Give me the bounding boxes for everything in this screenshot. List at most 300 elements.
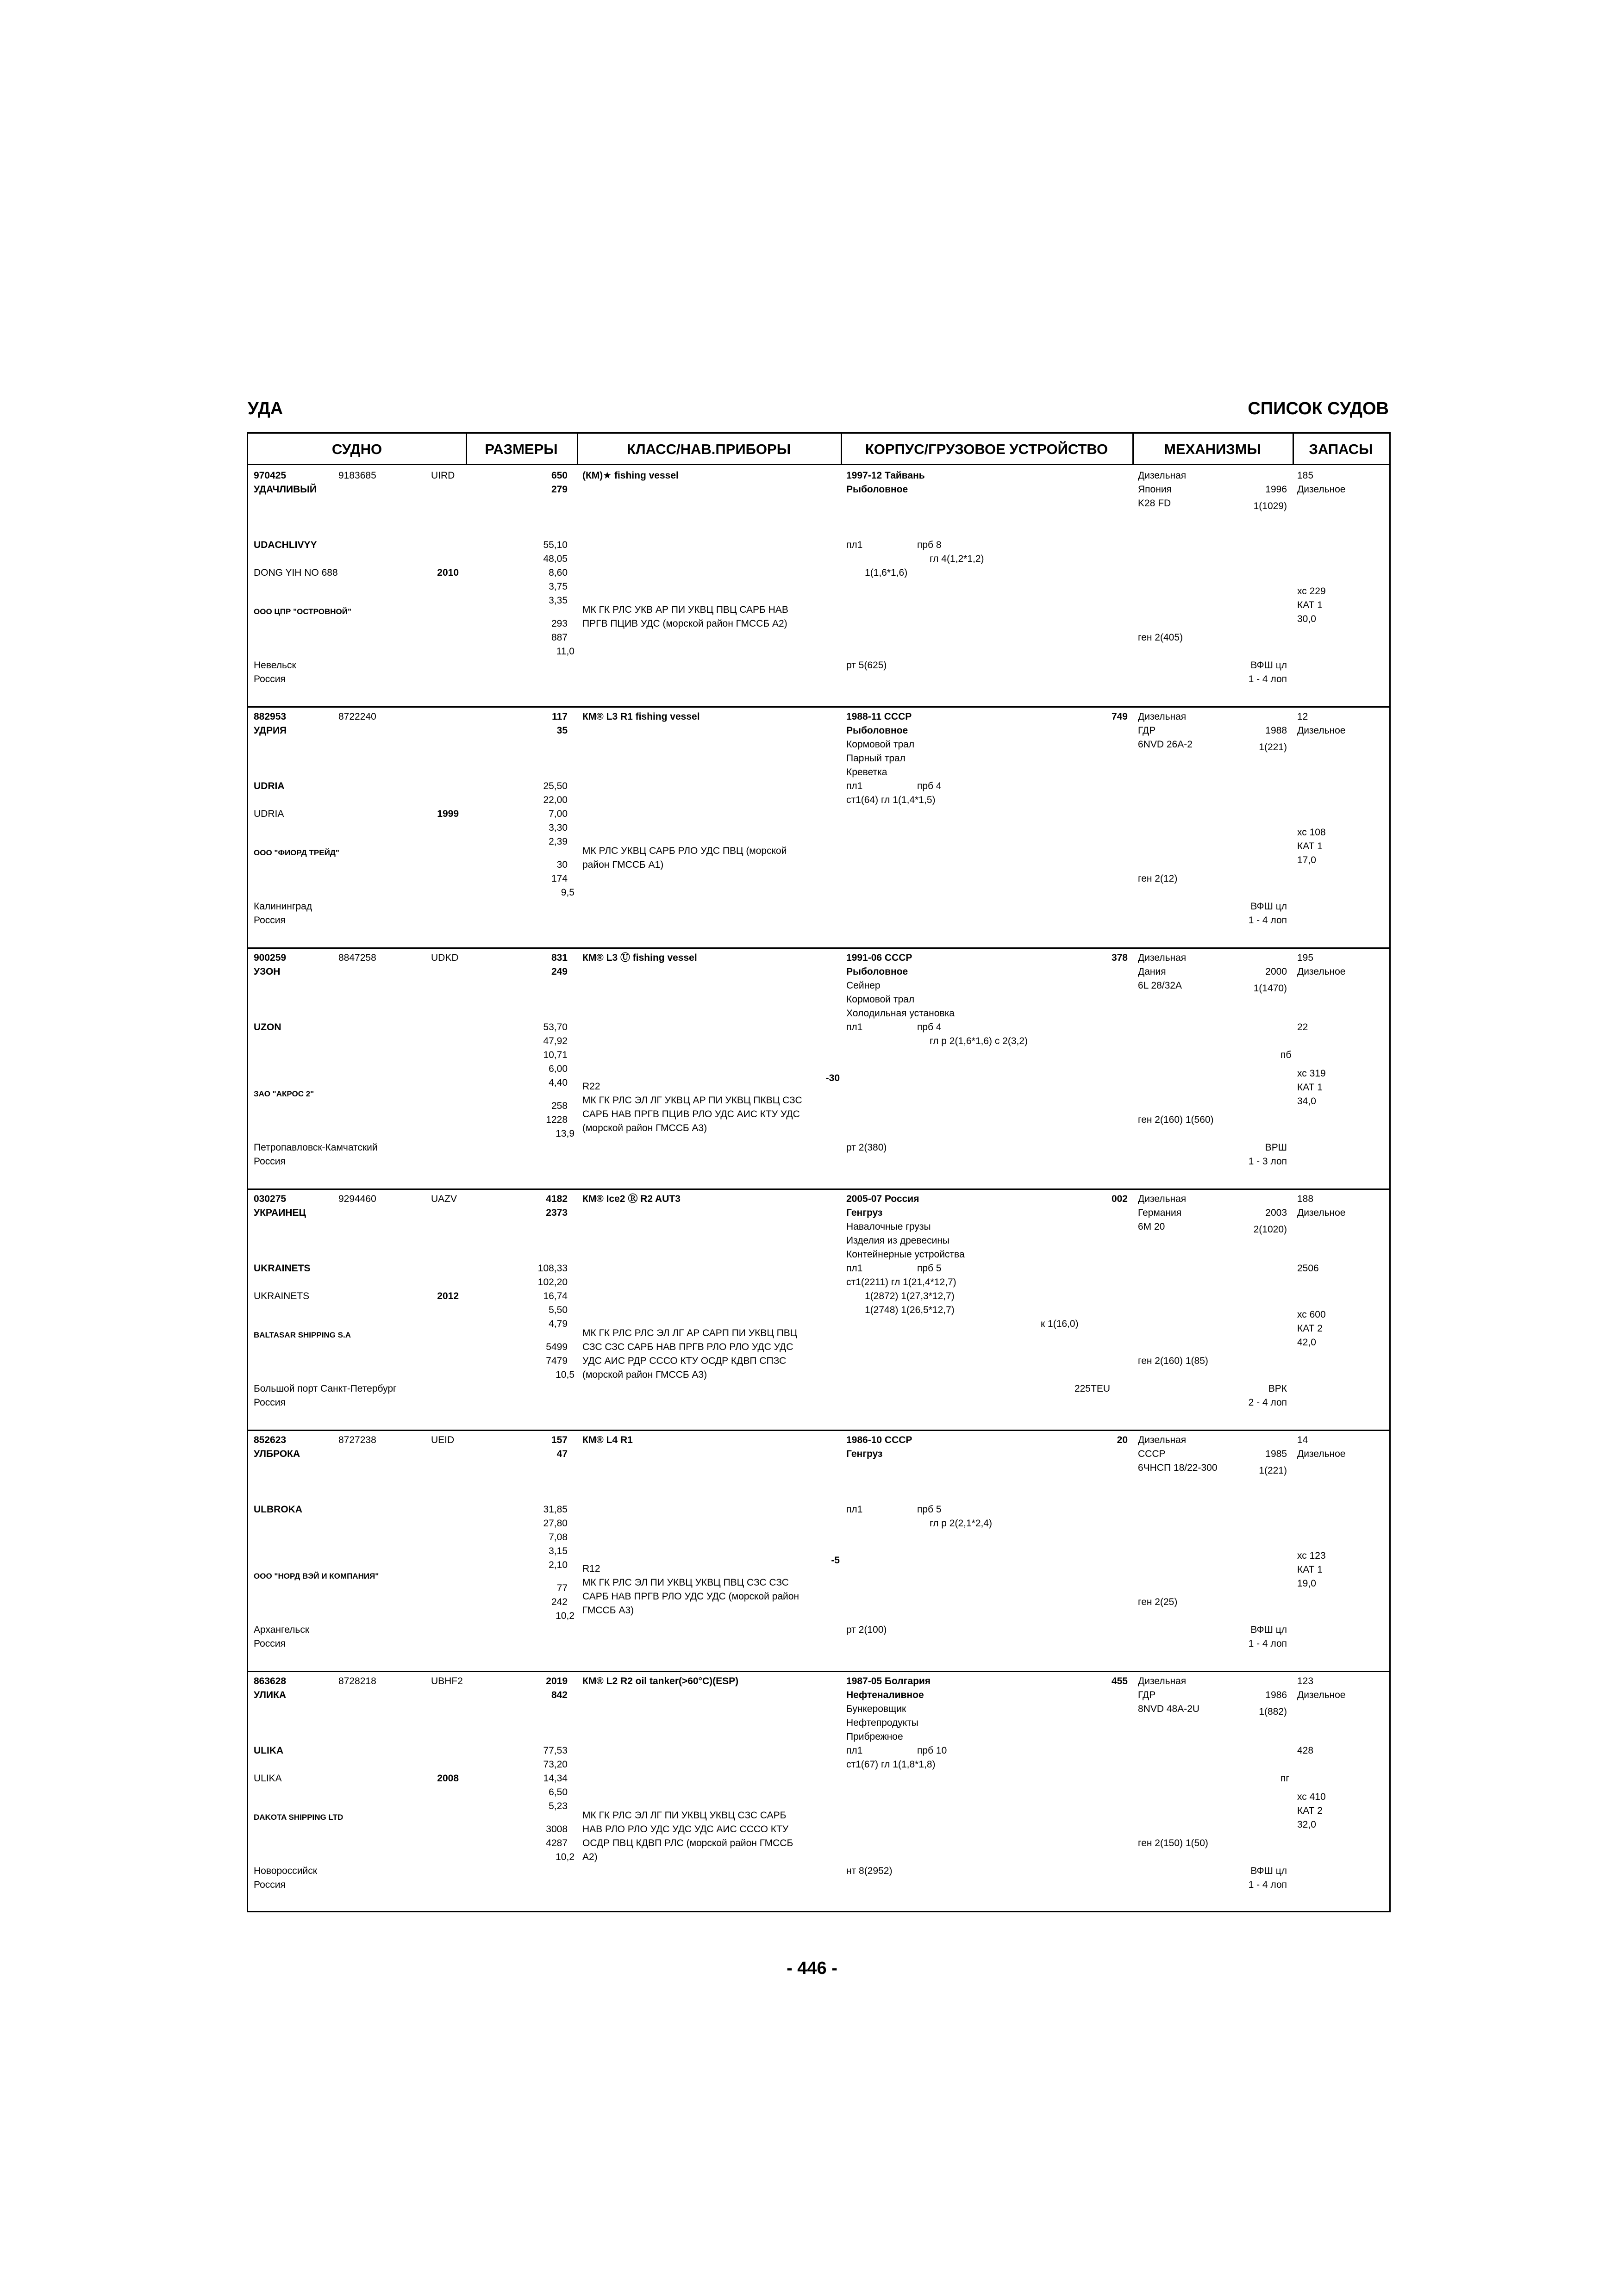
dimension-depth: 6,00	[549, 1064, 568, 1074]
column-divider	[1132, 434, 1134, 465]
vessel-type: Холодильная установка	[846, 1008, 955, 1019]
engine-model: K28 FD	[1138, 498, 1171, 509]
gross-tonnage: 831	[551, 952, 568, 963]
class-extra: R12	[582, 1563, 600, 1574]
dimension-draft: 3,35	[549, 595, 568, 606]
engine-type: Дизельная	[1138, 1435, 1187, 1445]
deadweight: 293	[551, 618, 568, 629]
registry-number: 863628	[254, 1676, 287, 1686]
vessel-latin-name: UDACHLIVYY	[254, 540, 317, 550]
cargo-gear: 1(1,6*1,6)	[865, 567, 908, 578]
nav-equipment-line: ПРГВ ПЦИВ УДС (морской район ГМССБ А2)	[582, 618, 787, 629]
engine-year: 1988	[1265, 725, 1287, 736]
cargo-gear: ст1(2211) гл 1(21,4*12,7)	[846, 1277, 956, 1288]
displacement: 4287	[546, 1838, 568, 1848]
cargo-gear: 1(2748) 1(26,5*12,7)	[865, 1305, 955, 1315]
record-separator	[248, 1188, 1389, 1190]
column-header-dimensions: РАЗМЕРЫ	[466, 434, 577, 465]
home-port: Петропавловск-Камчатский	[254, 1142, 378, 1153]
column-divider	[1293, 434, 1294, 465]
bulkheads: прб 10	[917, 1745, 947, 1756]
speed: 10,2	[556, 1852, 575, 1862]
stores-line: КАТ 2	[1297, 1805, 1323, 1816]
vessel-type: Рыболовное	[846, 725, 908, 736]
speed: 10,5	[556, 1369, 575, 1380]
nav-equipment-line: ОСДР ПВЦ КДВП РЛС (морской район ГМССБ	[582, 1838, 793, 1848]
hull-build: 1991-06 СССР	[846, 952, 912, 963]
stores-note: пб	[1280, 1050, 1292, 1060]
nav-equipment-line: ГМССБ А3)	[582, 1605, 634, 1616]
country: Россия	[254, 915, 286, 926]
gross-tonnage: 157	[551, 1435, 568, 1445]
nav-equipment-line: САРБ НАВ ПРГВ РЛО УДС УДС (морской район	[582, 1591, 799, 1602]
record-separator	[248, 1671, 1389, 1672]
class-notation: КМ® Ice2 Ⓡ R2 AUT3	[582, 1194, 681, 1204]
stores-line: 19,0	[1297, 1578, 1316, 1589]
engine-year: 1985	[1265, 1449, 1287, 1459]
speed: 10,2	[556, 1611, 575, 1621]
engine-year: 2003	[1265, 1207, 1287, 1218]
vessel-type: Нефтеналивное	[846, 1690, 924, 1700]
nav-equipment-line: район ГМССБ А1)	[582, 859, 664, 870]
home-port: Калининград	[254, 901, 312, 912]
displacement: 242	[551, 1597, 568, 1607]
bulkheads: прб 8	[917, 540, 942, 550]
stores-value: 14	[1297, 1435, 1308, 1445]
stores-line: КАТ 2	[1297, 1323, 1323, 1334]
cargo-gear: гл 4(1,2*1,2)	[930, 554, 984, 564]
fuel-type: Дизельное	[1297, 966, 1346, 977]
dimension-lbp: 27,80	[543, 1518, 568, 1529]
dimension-breadth: 14,34	[543, 1773, 568, 1784]
home-port: Новороссийск	[254, 1866, 317, 1876]
vessel-type: Кормовой трал	[846, 994, 915, 1005]
displacement: 887	[551, 632, 568, 643]
country: Россия	[254, 1638, 286, 1649]
registry-number: 852623	[254, 1435, 287, 1445]
dimension-lbp: 22,00	[543, 795, 568, 805]
cargo-gear: 1(2872) 1(27,3*12,7)	[865, 1291, 955, 1301]
dimension-loa: 25,50	[543, 781, 568, 791]
dimension-draft: 4,79	[549, 1319, 568, 1329]
owner: BALTASAR SHIPPING S.A	[254, 1331, 351, 1339]
stores-line: КАТ 1	[1297, 841, 1323, 852]
column-header-class: КЛАСС/НАВ.ПРИБОРЫ	[577, 434, 841, 465]
engine-power: 1(1470)	[1253, 983, 1287, 994]
imo-number: 9183685	[338, 470, 376, 481]
nav-equipment-line: САРБ НАВ ПРГВ ПЦИВ РЛО УДС АИС КТУ УДС	[582, 1109, 800, 1120]
dimension-breadth: 7,08	[549, 1532, 568, 1543]
fuel-type: Дизельное	[1297, 1690, 1346, 1700]
speed: 9,5	[561, 887, 575, 898]
propeller-blades: 1 - 4 лоп	[1248, 674, 1287, 684]
gross-tonnage: 117	[552, 711, 568, 722]
cargo-gear: гл р 2(2,1*2,4)	[930, 1518, 993, 1529]
stores-line: 32,0	[1297, 1819, 1316, 1830]
stores-line: хс 410	[1297, 1792, 1326, 1802]
stores-note: пг	[1280, 1773, 1290, 1784]
engine-country: ГДР	[1138, 1690, 1156, 1700]
call-sign: UDKD	[431, 952, 459, 963]
vessel-type: Генгруз	[846, 1449, 883, 1459]
net-tonnage: 35	[556, 725, 568, 736]
hull-yard-number: 20	[1117, 1435, 1128, 1445]
hull-build: 1987-05 Болгария	[846, 1676, 931, 1686]
stores-line: хс 123	[1297, 1550, 1326, 1561]
imo-number: 8722240	[338, 711, 376, 722]
nav-equipment-line: МК ГК РЛС УКВ АР ПИ УКВЦ ПВЦ САРБ НАВ	[582, 604, 788, 615]
vessel-type: Прибрежное	[846, 1731, 903, 1742]
generators: ген 2(25)	[1138, 1597, 1178, 1607]
dimension-lbp: 48,05	[543, 554, 568, 564]
vessel-name: УЛИКА	[254, 1690, 287, 1700]
generators: ген 2(160) 1(560)	[1138, 1114, 1214, 1125]
country: Россия	[254, 1156, 286, 1167]
deck-count: пл1	[846, 781, 863, 791]
running-head-left: УДА	[248, 399, 283, 418]
dimension-depth: 3,30	[549, 822, 568, 833]
engine-type: Дизельная	[1138, 470, 1187, 481]
engine-power: 1(882)	[1259, 1706, 1287, 1717]
nav-equipment-line: УДС АИС РДР СССО КТУ ОСДР КДВП СПЗС	[582, 1356, 787, 1366]
stores-line: 17,0	[1297, 855, 1316, 865]
bulkheads: прб 4	[917, 781, 942, 791]
stores-value: 188	[1297, 1194, 1314, 1204]
deadweight: 77	[556, 1583, 568, 1593]
container-capacity: 225TEU	[1074, 1383, 1110, 1394]
imo-number: 8727238	[338, 1435, 376, 1445]
country: Россия	[254, 1879, 286, 1890]
deadweight: 258	[551, 1101, 568, 1111]
registry-number: 900259	[254, 952, 287, 963]
vessel-type: Рыболовное	[846, 966, 908, 977]
stores-value: 12	[1297, 711, 1308, 722]
record-separator	[248, 947, 1389, 949]
dimension-breadth: 7,00	[549, 809, 568, 819]
page-number: - 446 -	[787, 1959, 837, 1978]
vessel-name: УЗОН	[254, 966, 281, 977]
displacement: 7479	[546, 1356, 568, 1366]
deadweight: 30	[556, 859, 568, 870]
fuel-type: Дизельное	[1297, 1207, 1346, 1218]
imo-number: 8847258	[338, 952, 376, 963]
cargo-gear: ст1(64) гл 1(1,4*1,5)	[846, 795, 936, 805]
dimension-depth: 6,50	[549, 1787, 568, 1798]
vessel-type: Навалочные грузы	[846, 1221, 931, 1232]
dimension-depth: 3,15	[549, 1546, 568, 1556]
propeller: ВРК	[1268, 1383, 1287, 1394]
build-year: 1999	[437, 809, 459, 819]
stores-capacity: 2506	[1297, 1263, 1319, 1274]
generators: ген 2(405)	[1138, 632, 1183, 643]
dimension-depth: 3,75	[549, 581, 568, 592]
tanks: нт 8(2952)	[846, 1866, 893, 1876]
generators: ген 2(12)	[1138, 873, 1178, 884]
stores-capacity: 22	[1297, 1022, 1308, 1033]
column-header-hull: КОРПУС/ГРУЗОВОЕ УСТРОЙСТВО	[841, 434, 1132, 465]
class-notation: КМ® L4 R1	[582, 1435, 633, 1445]
stores-value: 195	[1297, 952, 1314, 963]
gross-tonnage: 650	[551, 470, 568, 481]
engine-country: Япония	[1138, 484, 1172, 495]
deck-count: пл1	[846, 1745, 863, 1756]
tanks: рт 2(100)	[846, 1624, 887, 1635]
fuel-type: Дизельное	[1297, 725, 1346, 736]
deck-count: пл1	[846, 540, 863, 550]
net-tonnage: 249	[551, 966, 568, 977]
propeller: ВФШ цл	[1250, 660, 1287, 671]
imo-number: 9294460	[338, 1194, 376, 1204]
stores-capacity: 428	[1297, 1745, 1314, 1756]
former-name: DONG YIH NO 688	[254, 567, 338, 578]
column-divider	[466, 434, 467, 465]
vessel-type: Сейнер	[846, 980, 881, 991]
call-sign: UEID	[431, 1435, 455, 1445]
vessel-type: Рыболовное	[846, 484, 908, 495]
deadweight: 5499	[546, 1342, 568, 1352]
stores-line: 42,0	[1297, 1337, 1316, 1348]
vessel-latin-name: ULIKA	[254, 1745, 284, 1756]
nav-equipment-line: (морской район ГМССБ А3)	[582, 1369, 707, 1380]
stores-value: 123	[1297, 1676, 1314, 1686]
engine-type: Дизельная	[1138, 711, 1187, 722]
dimension-loa: 53,70	[543, 1022, 568, 1033]
dimension-loa: 77,53	[543, 1745, 568, 1756]
propeller-blades: 1 - 4 лоп	[1248, 1638, 1287, 1649]
stores-line: хс 229	[1297, 586, 1326, 597]
dimension-loa: 31,85	[543, 1504, 568, 1515]
stores-line: КАТ 1	[1297, 600, 1323, 610]
vessel-type: Изделия из древесины	[846, 1235, 950, 1246]
engine-model: 8NVD 48A-2U	[1138, 1704, 1200, 1714]
stores-line: 34,0	[1297, 1096, 1316, 1107]
displacement: 1228	[546, 1114, 568, 1125]
vessel-type: Кормовой трал	[846, 739, 915, 750]
column-header-stores: ЗАПАСЫ	[1293, 434, 1389, 465]
hull-build: 1986-10 СССР	[846, 1435, 912, 1445]
bulkheads: прб 5	[917, 1263, 942, 1274]
vessel-type: Нефтепродукты	[846, 1717, 918, 1728]
net-tonnage: 2373	[546, 1207, 568, 1218]
cargo-gear: ст1(67) гл 1(1,8*1,8)	[846, 1759, 936, 1770]
home-port: Невельск	[254, 660, 296, 671]
dimension-lbp: 47,92	[543, 1036, 568, 1046]
vessel-latin-name: UZON	[254, 1022, 281, 1033]
stores-line: КАТ 1	[1297, 1564, 1323, 1575]
vessel-type: Генгруз	[846, 1207, 883, 1218]
engine-year: 1996	[1265, 484, 1287, 495]
speed: 11,0	[556, 646, 575, 657]
former-name: UDRIA	[254, 809, 284, 819]
propeller: ВРШ	[1265, 1142, 1287, 1153]
hull-build: 1988-11 СССР	[846, 711, 912, 722]
vessel-type: Бункеровщик	[846, 1704, 906, 1714]
nav-equipment-line: МК ГК РЛС ЭЛ ПИ УКВЦ УКВЦ ПВЦ СЗС СЗС	[582, 1577, 789, 1588]
column-divider	[577, 434, 578, 465]
dimension-loa: 55,10	[543, 540, 568, 550]
deadweight: 3008	[546, 1824, 568, 1835]
vessel-name: УДАЧЛИВЫЙ	[254, 484, 317, 495]
vessel-name: УКРАИНЕЦ	[254, 1207, 306, 1218]
registry-number: 970425	[254, 470, 287, 481]
dimension-draft: 2,39	[549, 836, 568, 847]
country: Россия	[254, 1397, 286, 1408]
bulkheads: прб 4	[917, 1022, 942, 1033]
build-year: 2010	[437, 567, 459, 578]
gross-tonnage: 2019	[546, 1676, 568, 1686]
column-header-vessel: СУДНО	[248, 434, 466, 465]
engine-country: ГДР	[1138, 725, 1156, 736]
engine-power: 1(1029)	[1253, 501, 1287, 511]
class-notation: КМ® L2 R2 oil tanker(>60°C)(ESP)	[582, 1676, 739, 1686]
fuel-type: Дизельное	[1297, 1449, 1346, 1459]
class-notation: (КМ)★ fishing vessel	[582, 470, 679, 481]
nav-equipment-line: МК ГК РЛС ЭЛ ЛГ ПИ УКВЦ УКВЦ СЗС САРБ	[582, 1810, 787, 1821]
hull-yard-number: 378	[1111, 952, 1128, 963]
column-header-machinery: МЕХАНИЗМЫ	[1132, 434, 1293, 465]
engine-year: 2000	[1265, 966, 1287, 977]
net-tonnage: 279	[551, 484, 568, 495]
engine-type: Дизельная	[1138, 1676, 1187, 1686]
owner: DAKOTA SHIPPING LTD	[254, 1813, 344, 1822]
former-name: UKRAINETS	[254, 1291, 310, 1301]
build-year: 2012	[437, 1291, 459, 1301]
propeller-blades: 2 - 4 лоп	[1248, 1397, 1287, 1408]
owner: ООО "ФИОРД ТРЕЙД"	[254, 848, 339, 857]
class-extra: R22	[582, 1081, 600, 1092]
vessel-register-table	[247, 432, 1391, 1912]
call-sign: UIRD	[431, 470, 455, 481]
class-notation: КМ® L3 R1 fishing vessel	[582, 711, 700, 722]
vessel-type: Креветка	[846, 767, 887, 778]
dimension-breadth: 8,60	[549, 567, 568, 578]
deck-count: пл1	[846, 1022, 863, 1033]
propeller: ВФШ цл	[1250, 901, 1287, 912]
stores-line: хс 108	[1297, 827, 1326, 838]
engine-power: 1(221)	[1259, 742, 1287, 753]
engine-year: 1986	[1265, 1690, 1287, 1700]
dimension-depth: 5,50	[549, 1305, 568, 1315]
dimension-draft: 4,40	[549, 1077, 568, 1088]
engine-country: СССР	[1138, 1449, 1166, 1459]
home-port: Архангельск	[254, 1624, 310, 1635]
displacement: 174	[551, 873, 568, 884]
engine-country: Дания	[1138, 966, 1166, 977]
hull-build: 2005-07 Россия	[846, 1194, 919, 1204]
engine-type: Дизельная	[1138, 1194, 1187, 1204]
stores-value: 185	[1297, 470, 1314, 481]
vessel-name: УДРИЯ	[254, 725, 287, 736]
propeller-blades: 1 - 3 лоп	[1248, 1156, 1287, 1167]
column-divider	[841, 434, 842, 465]
nav-equipment-line: МК РЛС УКВЦ САРБ РЛО УДС ПВЦ (морской	[582, 846, 787, 856]
propeller: ВФШ цл	[1250, 1624, 1287, 1635]
nav-equipment-line: МК ГК РЛС РЛС ЭЛ ЛГ АР САРП ПИ УКВЦ ПВЦ	[582, 1328, 798, 1338]
engine-model: 6ЧНСП 18/22-300	[1138, 1462, 1218, 1473]
hull-build: 1997-12 Тайвань	[846, 470, 925, 481]
registry-number: 882953	[254, 711, 287, 722]
dimension-draft: 5,23	[549, 1801, 568, 1811]
fuel-type: Дизельное	[1297, 484, 1346, 495]
stores-line: КАТ 1	[1297, 1082, 1323, 1093]
hull-yard-number: 002	[1111, 1194, 1128, 1204]
build-year: 2008	[437, 1773, 459, 1784]
generators: ген 2(150) 1(50)	[1138, 1838, 1208, 1848]
dimension-draft: 2,10	[549, 1560, 568, 1570]
owner: ООО ЦПР "ОСТРОВНОЙ"	[254, 607, 352, 616]
generators: ген 2(160) 1(85)	[1138, 1356, 1208, 1366]
owner: ЗАО "АКРОС 2"	[254, 1089, 314, 1098]
stores-line: хс 600	[1297, 1309, 1326, 1320]
call-sign: UBHF2	[431, 1676, 463, 1686]
bulkheads: прб 5	[917, 1504, 942, 1515]
nav-equipment-line: А2)	[582, 1852, 598, 1862]
hull-yard-number: 749	[1111, 711, 1128, 722]
registry-number: 030275	[254, 1194, 287, 1204]
net-tonnage: 842	[551, 1690, 568, 1700]
record-separator	[248, 706, 1389, 708]
stores-line: хс 319	[1297, 1068, 1326, 1079]
propeller-blades: 1 - 4 лоп	[1248, 1879, 1287, 1890]
nav-equipment-line: НАВ РЛО РЛО УДС УДС УДС АИС СССО КТУ	[582, 1824, 789, 1835]
record-separator	[248, 1430, 1389, 1431]
ice-temperature: -30	[825, 1073, 840, 1083]
vessel-type: Контейнерные устройства	[846, 1249, 965, 1260]
net-tonnage: 47	[556, 1449, 568, 1459]
propeller: ВФШ цл	[1250, 1866, 1287, 1876]
engine-country: Германия	[1138, 1207, 1182, 1218]
class-notation: КМ® L3 Ⓤ fishing vessel	[582, 952, 697, 963]
deck-count: пл1	[846, 1504, 863, 1515]
dimension-lbp: 73,20	[543, 1759, 568, 1770]
dimension-breadth: 10,71	[543, 1050, 568, 1060]
dimension-lbp: 102,20	[537, 1277, 568, 1288]
hull-yard-number: 455	[1111, 1676, 1128, 1686]
engine-type: Дизельная	[1138, 952, 1187, 963]
gross-tonnage: 4182	[546, 1194, 568, 1204]
engine-power: 1(221)	[1259, 1465, 1287, 1476]
vessel-latin-name: ULBROKA	[254, 1504, 302, 1515]
vessel-type: Парный трал	[846, 753, 906, 764]
imo-number: 8728218	[338, 1676, 376, 1686]
former-name: ULIKA	[254, 1773, 282, 1784]
deck-count: пл1	[846, 1263, 863, 1274]
home-port: Большой порт Санкт-Петербург	[254, 1383, 397, 1394]
owner: ООО "НОРД ВЭЙ И КОМПАНИЯ"	[254, 1572, 379, 1580]
crane: к 1(16,0)	[1041, 1319, 1079, 1329]
propeller-blades: 1 - 4 лоп	[1248, 915, 1287, 926]
engine-model: 6NVD 26A-2	[1138, 739, 1193, 750]
tanks: рт 5(625)	[846, 660, 887, 671]
nav-equipment-line: СЗС СЗС САРБ НАВ ПРГВ РЛО РЛО УДС УДС	[582, 1342, 793, 1352]
stores-line: 30,0	[1297, 614, 1316, 624]
call-sign: UAZV	[431, 1194, 457, 1204]
vessel-name: УЛБРОКА	[254, 1449, 300, 1459]
dimension-breadth: 16,74	[543, 1291, 568, 1301]
speed: 13,9	[556, 1128, 575, 1139]
engine-model: 6M 20	[1138, 1221, 1165, 1232]
engine-power: 2(1020)	[1253, 1224, 1287, 1235]
nav-equipment-line: (морской район ГМССБ А3)	[582, 1123, 707, 1133]
country: Россия	[254, 674, 286, 684]
vessel-latin-name: UDRIA	[254, 781, 285, 791]
running-head-right: СПИСОК СУДОВ	[1248, 399, 1389, 418]
nav-equipment-line: МК ГК РЛС ЭЛ ЛГ УКВЦ АР ПИ УКВЦ ПКВЦ СЗС	[582, 1095, 802, 1106]
tanks: рт 2(380)	[846, 1142, 887, 1153]
ice-temperature: -5	[831, 1555, 840, 1566]
cargo-gear: гл р 2(1,6*1,6) с 2(3,2)	[930, 1036, 1028, 1046]
vessel-latin-name: UKRAINETS	[254, 1263, 311, 1274]
